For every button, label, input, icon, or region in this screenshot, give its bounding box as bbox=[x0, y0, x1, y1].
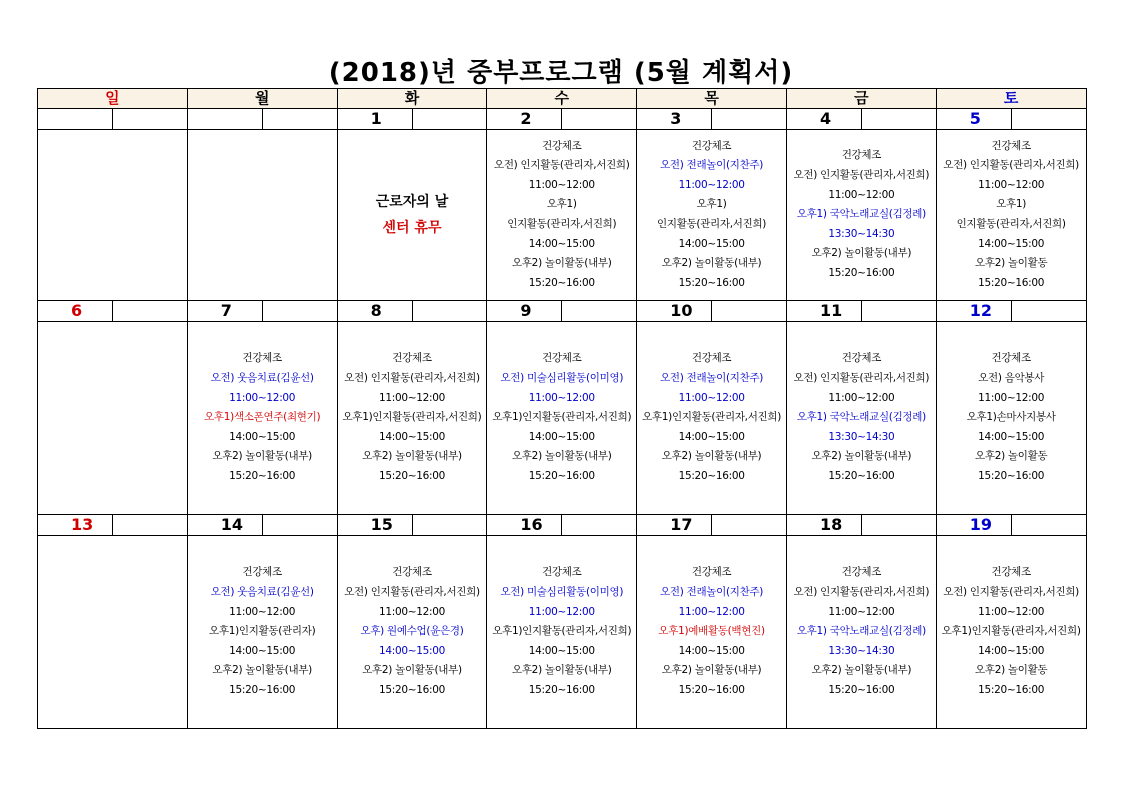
date-number bbox=[187, 109, 262, 130]
schedule-line: 15:20~16:00 bbox=[528, 469, 595, 482]
day-cell bbox=[936, 322, 1086, 515]
schedule-line: 오후1)색소폰연주(최현기) bbox=[204, 411, 321, 424]
schedule-lines bbox=[487, 137, 636, 294]
schedule-line: 15:20~16:00 bbox=[528, 276, 595, 289]
date-spacer bbox=[113, 109, 188, 130]
schedule-line: 오후1)인지활동(관리자,서진희) bbox=[941, 625, 1081, 638]
schedule-line: 오후1)인지활동(관리자,서진희) bbox=[492, 411, 632, 424]
schedule-line: 오후2) 놀이활동(내부) bbox=[661, 257, 762, 270]
schedule-line: 오전) 전래놀이(지찬주) bbox=[660, 372, 764, 385]
schedule-line: 건강체조 bbox=[991, 352, 1031, 365]
schedule-line: 오후1) 국악노래교실(김정례) bbox=[796, 625, 926, 638]
schedule-lines bbox=[937, 563, 1086, 700]
day-cell bbox=[786, 536, 936, 729]
schedule-line: 11:00~12:00 bbox=[229, 391, 296, 404]
date-spacer bbox=[861, 515, 936, 536]
schedule-line: 11:00~12:00 bbox=[378, 391, 445, 404]
day-cell bbox=[38, 130, 188, 301]
schedule-line: 11:00~12:00 bbox=[229, 605, 296, 618]
schedule-line: 15:20~16:00 bbox=[828, 683, 895, 696]
schedule-line: 인지활동(관리자,서진희) bbox=[956, 218, 1066, 230]
date-spacer bbox=[412, 515, 487, 536]
schedule-line: 오후1) bbox=[546, 198, 577, 211]
schedule-line: 센터 휴무 bbox=[382, 220, 442, 236]
schedule-line: 15:20~16:00 bbox=[378, 683, 445, 696]
schedule-line: 인지활동(관리자,서진희) bbox=[657, 218, 767, 230]
date-spacer bbox=[1011, 301, 1086, 322]
date-number: 18 bbox=[786, 515, 861, 536]
weekday-header-row bbox=[38, 89, 1087, 109]
date-number bbox=[38, 109, 113, 130]
schedule-line: 15:20~16:00 bbox=[828, 266, 895, 279]
schedule-line: 오전) 인지활동(관리자,서진희) bbox=[793, 586, 930, 599]
schedule-line: 14:00~15:00 bbox=[528, 237, 595, 250]
schedule-lines bbox=[787, 563, 936, 700]
schedule-line: 15:20~16:00 bbox=[678, 276, 745, 289]
schedule-line: 오전) 미술심리활동(이미영) bbox=[500, 586, 624, 599]
schedule-line: 14:00~15:00 bbox=[978, 237, 1045, 250]
day-cell bbox=[487, 536, 637, 729]
schedule-line: 14:00~15:00 bbox=[528, 430, 595, 443]
schedule-line: 오후1)인지활동(관리자) bbox=[209, 625, 316, 638]
day-cell bbox=[38, 536, 188, 729]
schedule-line: 오전) 인지활동(관리자,서진희) bbox=[493, 159, 630, 172]
schedule-line: 건강체조 bbox=[392, 566, 432, 579]
date-spacer bbox=[712, 301, 787, 322]
schedule-line: 14:00~15:00 bbox=[229, 644, 296, 657]
schedule-line: 14:00~15:00 bbox=[678, 430, 745, 443]
day-cell bbox=[487, 130, 637, 301]
day-cell bbox=[38, 322, 188, 515]
schedule-line: 11:00~12:00 bbox=[678, 391, 745, 404]
schedule-line: 오후2) 놀이활동(내부) bbox=[512, 257, 612, 270]
schedule-lines bbox=[637, 349, 786, 486]
schedule-line: 11:00~12:00 bbox=[378, 605, 445, 618]
schedule-line: 11:00~12:00 bbox=[528, 605, 595, 618]
date-row-2 bbox=[38, 301, 1087, 322]
schedule-line: 오전) 인지활동(관리자,서진희) bbox=[793, 169, 930, 182]
schedule-line: 오후2) 놀이활동(내부) bbox=[212, 450, 312, 463]
schedule-lines bbox=[188, 563, 337, 700]
schedule-lines bbox=[937, 137, 1086, 294]
date-spacer bbox=[1011, 109, 1086, 130]
date-spacer bbox=[562, 301, 637, 322]
day-cell bbox=[337, 130, 487, 301]
schedule-lines bbox=[188, 349, 337, 486]
schedule-lines bbox=[338, 349, 487, 486]
schedule-line: 오후2) 놀이활동(내부) bbox=[362, 450, 462, 463]
day-cell bbox=[786, 322, 936, 515]
date-number: 4 bbox=[786, 109, 861, 130]
schedule-line: 14:00~15:00 bbox=[378, 644, 445, 657]
day-cell bbox=[637, 536, 787, 729]
date-number: 10 bbox=[637, 301, 712, 322]
date-spacer bbox=[262, 301, 337, 322]
schedule-line: 오전) 인지활동(관리자,서진희) bbox=[344, 586, 480, 599]
date-spacer bbox=[562, 515, 637, 536]
day-cell bbox=[187, 322, 337, 515]
schedule-line: 오후1) bbox=[996, 198, 1027, 211]
schedule-line: 오전) 웃음치료(김윤선) bbox=[210, 586, 314, 599]
schedule-line: 오후2) 놀이활동 bbox=[975, 257, 1048, 270]
weekday-header-0: 일 bbox=[38, 89, 188, 109]
schedule-line: 건강체조 bbox=[691, 139, 732, 152]
schedule-line: 11:00~12:00 bbox=[678, 605, 745, 618]
day-cell bbox=[637, 322, 787, 515]
schedule-line: 오후1) bbox=[696, 198, 727, 211]
schedule-line: 오후2) 놀이활동(내부) bbox=[362, 664, 462, 677]
schedule-line: 오전) 인지활동(관리자,서진희) bbox=[943, 586, 1079, 599]
date-number: 15 bbox=[337, 515, 412, 536]
schedule-line: 13:30~14:30 bbox=[828, 644, 895, 657]
schedule-line: 건강체조 bbox=[242, 566, 282, 579]
schedule-line: 건강체조 bbox=[691, 566, 732, 579]
schedule-lines bbox=[787, 146, 936, 283]
date-spacer bbox=[861, 301, 936, 322]
day-cell bbox=[786, 130, 936, 301]
schedule-line: 건강체조 bbox=[542, 566, 582, 579]
page-title: (2018)년 중부프로그램 (5월 계획서) bbox=[328, 58, 794, 88]
date-number: 14 bbox=[187, 515, 262, 536]
date-spacer bbox=[861, 109, 936, 130]
schedule-line: 11:00~12:00 bbox=[828, 188, 895, 201]
schedule-line: 오후2) 놀이활동(내부) bbox=[811, 664, 912, 677]
schedule-line: 건강체조 bbox=[991, 566, 1031, 579]
date-spacer bbox=[1011, 515, 1086, 536]
schedule-line: 11:00~12:00 bbox=[978, 391, 1045, 404]
schedule-line: 근로자의 날 bbox=[375, 194, 449, 210]
calendar-body bbox=[38, 89, 1087, 729]
schedule-line: 오후2) 놀이활동(내부) bbox=[661, 450, 762, 463]
schedule-line: 11:00~12:00 bbox=[978, 605, 1045, 618]
weekday-header-1: 월 bbox=[187, 89, 337, 109]
schedule-line: 오후1)인지활동(관리자,서진희) bbox=[492, 625, 632, 638]
day-cell bbox=[487, 322, 637, 515]
date-spacer bbox=[712, 109, 787, 130]
day-cell bbox=[637, 130, 787, 301]
holiday-notice bbox=[338, 189, 487, 241]
schedule-line: 15:20~16:00 bbox=[229, 683, 296, 696]
schedule-line: 13:30~14:30 bbox=[828, 227, 895, 240]
date-number: 19 bbox=[936, 515, 1011, 536]
day-cell bbox=[337, 536, 487, 729]
date-spacer bbox=[113, 301, 188, 322]
schedule-line: 건강체조 bbox=[392, 352, 432, 365]
date-number: 9 bbox=[487, 301, 562, 322]
date-number: 3 bbox=[637, 109, 712, 130]
schedule-row-1 bbox=[38, 130, 1087, 301]
day-cell bbox=[187, 536, 337, 729]
date-spacer bbox=[262, 109, 337, 130]
date-spacer bbox=[113, 515, 188, 536]
schedule-line: 오전) 전래놀이(지찬주) bbox=[660, 586, 764, 599]
day-cell bbox=[936, 130, 1086, 301]
date-number: 12 bbox=[936, 301, 1011, 322]
schedule-line: 오전) 인지활동(관리자,서진희) bbox=[943, 159, 1079, 172]
schedule-line: 15:20~16:00 bbox=[978, 276, 1045, 289]
date-spacer bbox=[412, 109, 487, 130]
date-number: 17 bbox=[637, 515, 712, 536]
schedule-line: 오전) 미술심리활동(이미영) bbox=[500, 372, 624, 385]
schedule-line: 15:20~16:00 bbox=[528, 683, 595, 696]
schedule-line: 건강체조 bbox=[841, 352, 882, 365]
schedule-line: 오후2) 놀이활동(내부) bbox=[512, 664, 612, 677]
schedule-line: 14:00~15:00 bbox=[678, 237, 745, 250]
schedule-line: 오후2) 놀이활동(내부) bbox=[811, 247, 912, 260]
schedule-line: 오전) 웃음치료(김윤선) bbox=[210, 372, 314, 385]
schedule-line: 오후2) 놀이활동(내부) bbox=[811, 450, 912, 463]
schedule-line: 14:00~15:00 bbox=[978, 644, 1045, 657]
schedule-line: 오후1)손마사지봉사 bbox=[966, 411, 1056, 424]
schedule-row-3 bbox=[38, 536, 1087, 729]
day-cell bbox=[187, 130, 337, 301]
schedule-line: 오후2) 놀이활동(내부) bbox=[212, 664, 312, 677]
weekday-header-5: 금 bbox=[786, 89, 936, 109]
schedule-lines bbox=[487, 563, 636, 700]
schedule-line: 오후1) 국악노래교실(김정례) bbox=[796, 208, 926, 221]
day-cell bbox=[337, 322, 487, 515]
schedule-lines bbox=[637, 137, 786, 294]
schedule-line: 14:00~15:00 bbox=[528, 644, 595, 657]
date-spacer bbox=[262, 515, 337, 536]
schedule-line: 11:00~12:00 bbox=[828, 391, 895, 404]
weekday-header-6: 토 bbox=[936, 89, 1086, 109]
date-number: 5 bbox=[936, 109, 1011, 130]
schedule-line: 오후1)인지활동(관리자,서진희) bbox=[642, 411, 782, 424]
date-number: 13 bbox=[38, 515, 113, 536]
schedule-lines bbox=[487, 349, 636, 486]
schedule-line: 오전) 인지활동(관리자,서진희) bbox=[793, 372, 930, 385]
schedule-line: 건강체조 bbox=[542, 352, 582, 365]
weekday-header-4: 목 bbox=[637, 89, 787, 109]
schedule-line: 건강체조 bbox=[542, 139, 582, 152]
weekday-header-2: 화 bbox=[337, 89, 487, 109]
schedule-line: 11:00~12:00 bbox=[978, 178, 1045, 191]
day-cell bbox=[936, 536, 1086, 729]
schedule-line: 15:20~16:00 bbox=[378, 469, 445, 482]
schedule-line: 15:20~16:00 bbox=[678, 683, 745, 696]
schedule-line: 오후2) 놀이활동 bbox=[975, 450, 1048, 463]
schedule-lines bbox=[787, 349, 936, 486]
date-number: 7 bbox=[187, 301, 262, 322]
schedule-line: 11:00~12:00 bbox=[528, 391, 595, 404]
schedule-line: 오후1)예배활동(백현진) bbox=[658, 625, 765, 638]
date-number: 11 bbox=[786, 301, 861, 322]
date-spacer bbox=[562, 109, 637, 130]
schedule-line: 11:00~12:00 bbox=[678, 178, 745, 191]
date-row-3 bbox=[38, 515, 1087, 536]
schedule-line: 건강체조 bbox=[991, 139, 1031, 152]
schedule-line: 14:00~15:00 bbox=[978, 430, 1045, 443]
schedule-line: 11:00~12:00 bbox=[528, 178, 595, 191]
date-number: 6 bbox=[38, 301, 113, 322]
schedule-line: 15:20~16:00 bbox=[229, 469, 296, 482]
weekday-header-3: 수 bbox=[487, 89, 637, 109]
schedule-line: 건강체조 bbox=[841, 566, 882, 579]
schedule-lines bbox=[637, 563, 786, 700]
schedule-line: 14:00~15:00 bbox=[229, 430, 296, 443]
date-row-1 bbox=[38, 109, 1087, 130]
schedule-line: 오전) 음악봉사 bbox=[978, 372, 1045, 385]
schedule-line: 오후) 원예수업(윤은경) bbox=[360, 625, 464, 638]
schedule-line: 오후1) 국악노래교실(김정례) bbox=[796, 411, 926, 424]
schedule-line: 15:20~16:00 bbox=[978, 469, 1045, 482]
schedule-row-2 bbox=[38, 322, 1087, 515]
calendar-table bbox=[37, 88, 1087, 729]
schedule-line: 건강체조 bbox=[841, 149, 882, 162]
schedule-line: 인지활동(관리자,서진희) bbox=[507, 218, 617, 230]
date-spacer bbox=[412, 301, 487, 322]
schedule-lines bbox=[937, 349, 1086, 486]
date-spacer bbox=[712, 515, 787, 536]
schedule-lines bbox=[338, 563, 487, 700]
schedule-line: 오전) 인지활동(관리자,서진희) bbox=[344, 372, 480, 385]
date-number: 8 bbox=[337, 301, 412, 322]
schedule-line: 오후2) 놀이활동(내부) bbox=[512, 450, 612, 463]
date-number: 16 bbox=[487, 515, 562, 536]
schedule-line: 15:20~16:00 bbox=[828, 469, 895, 482]
schedule-line: 15:20~16:00 bbox=[978, 683, 1045, 696]
schedule-line: 오후1)인지활동(관리자,서진희) bbox=[342, 411, 482, 424]
schedule-line: 건강체조 bbox=[242, 352, 282, 365]
schedule-line: 오후2) 놀이활동 bbox=[975, 664, 1048, 677]
schedule-line: 15:20~16:00 bbox=[678, 469, 745, 482]
schedule-line: 13:30~14:30 bbox=[828, 430, 895, 443]
schedule-line: 11:00~12:00 bbox=[828, 605, 895, 618]
schedule-line: 14:00~15:00 bbox=[678, 644, 745, 657]
schedule-line: 오전) 전래놀이(지찬주) bbox=[660, 159, 764, 172]
schedule-line: 오후2) 놀이활동(내부) bbox=[661, 664, 762, 677]
schedule-line: 건강체조 bbox=[691, 352, 732, 365]
date-number: 2 bbox=[487, 109, 562, 130]
schedule-line: 14:00~15:00 bbox=[378, 430, 445, 443]
date-number: 1 bbox=[337, 109, 412, 130]
